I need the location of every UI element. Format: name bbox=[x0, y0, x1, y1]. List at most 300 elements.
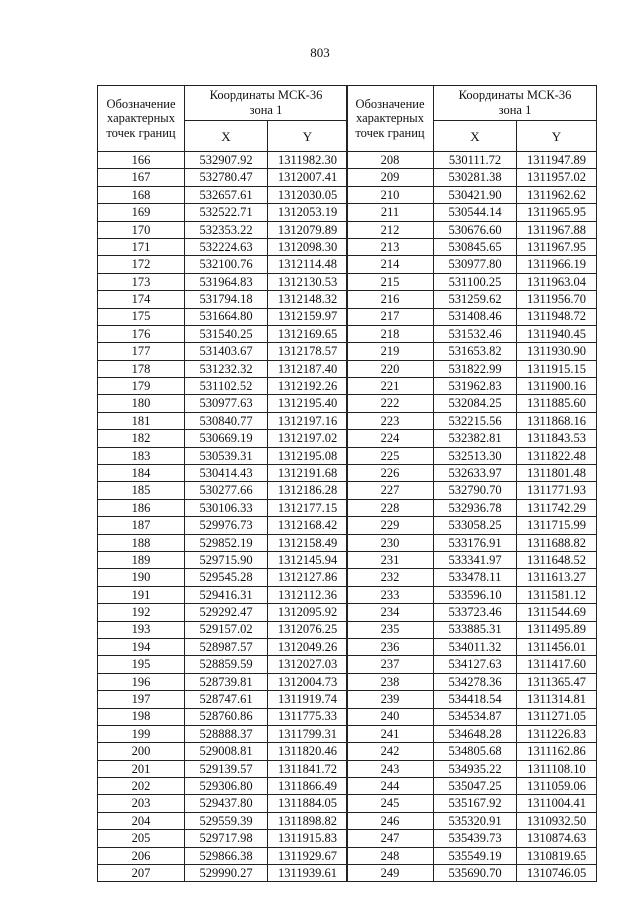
point-number-cell: 206 bbox=[98, 847, 185, 864]
x-coordinate-cell: 529852.19 bbox=[185, 534, 268, 551]
table-row bbox=[347, 673, 597, 690]
point-number-cell: 240 bbox=[347, 708, 434, 725]
x-coordinate-cell: 533176.91 bbox=[434, 534, 517, 551]
y-coordinate-cell: 1312145.94 bbox=[268, 551, 348, 568]
y-coordinate-cell: 1311162.86 bbox=[517, 743, 597, 760]
y-coordinate-cell: 1311963.04 bbox=[517, 273, 597, 290]
point-number-cell: 181 bbox=[98, 412, 185, 429]
x-coordinate-cell: 529139.57 bbox=[185, 760, 268, 777]
x-coordinate-cell: 529866.38 bbox=[185, 847, 268, 864]
table-row bbox=[98, 447, 348, 464]
y-coordinate-cell: 1312169.65 bbox=[268, 325, 348, 342]
table-row bbox=[98, 621, 348, 638]
table-row bbox=[347, 325, 597, 342]
point-number-cell: 244 bbox=[347, 778, 434, 795]
table-row bbox=[98, 847, 348, 864]
x-coordinate-cell: 531664.80 bbox=[185, 308, 268, 325]
table-row bbox=[347, 778, 597, 795]
table-row bbox=[98, 656, 348, 673]
x-coordinate-cell: 530111.72 bbox=[434, 152, 517, 169]
point-number-cell: 195 bbox=[98, 656, 185, 673]
table-row bbox=[98, 412, 348, 429]
table-row bbox=[98, 360, 348, 377]
y-coordinate-cell: 1311108.10 bbox=[517, 760, 597, 777]
x-coordinate-cell: 528739.81 bbox=[185, 673, 268, 690]
table-row bbox=[98, 204, 348, 221]
table-row bbox=[98, 152, 348, 169]
x-coordinate-cell: 535167.92 bbox=[434, 795, 517, 812]
table-row bbox=[98, 551, 348, 568]
x-coordinate-cell: 529306.80 bbox=[185, 778, 268, 795]
table-row bbox=[98, 743, 348, 760]
coordinates-title: Координаты МСК-36 bbox=[458, 88, 572, 102]
x-coordinate-cell: 531653.82 bbox=[434, 343, 517, 360]
y-coordinate-cell: 1311866.49 bbox=[268, 778, 348, 795]
x-coordinate-cell: 529976.73 bbox=[185, 517, 268, 534]
table-row bbox=[347, 760, 597, 777]
point-number-cell: 167 bbox=[98, 169, 185, 186]
x-coordinate-cell: 530106.33 bbox=[185, 499, 268, 516]
point-number-cell: 217 bbox=[347, 308, 434, 325]
y-coordinate-cell: 1311900.16 bbox=[517, 378, 597, 395]
y-coordinate-cell: 1311957.02 bbox=[517, 169, 597, 186]
y-coordinate-cell: 1312027.03 bbox=[268, 656, 348, 673]
point-number-cell: 204 bbox=[98, 812, 185, 829]
x-coordinate-cell: 529292.47 bbox=[185, 604, 268, 621]
x-coordinate-cell: 531964.83 bbox=[185, 273, 268, 290]
table-row bbox=[98, 673, 348, 690]
x-coordinate-cell: 528747.61 bbox=[185, 691, 268, 708]
y-coordinate-cell: 1312007.41 bbox=[268, 169, 348, 186]
table-row bbox=[98, 812, 348, 829]
x-coordinate-cell: 531540.25 bbox=[185, 325, 268, 342]
x-coordinate-cell: 534127.63 bbox=[434, 656, 517, 673]
x-coordinate-cell: 533885.31 bbox=[434, 621, 517, 638]
point-number-cell: 243 bbox=[347, 760, 434, 777]
y-coordinate-cell: 1311940.45 bbox=[517, 325, 597, 342]
table-row bbox=[347, 865, 597, 882]
table-row bbox=[98, 308, 348, 325]
y-coordinate-cell: 1312079.89 bbox=[268, 221, 348, 238]
point-number-cell: 189 bbox=[98, 551, 185, 568]
table-row bbox=[98, 830, 348, 847]
y-coordinate-cell: 1311947.89 bbox=[517, 152, 597, 169]
point-number-cell: 198 bbox=[98, 708, 185, 725]
x-coordinate-cell: 530281.38 bbox=[434, 169, 517, 186]
table-row bbox=[98, 708, 348, 725]
y-coordinate-cell: 1310932.50 bbox=[517, 812, 597, 829]
x-coordinate-cell: 530676.60 bbox=[434, 221, 517, 238]
y-coordinate-cell: 1311965.95 bbox=[517, 204, 597, 221]
point-header: Обозначение характерных точек границ bbox=[98, 86, 185, 152]
table-row bbox=[347, 517, 597, 534]
x-coordinate-cell: 532224.63 bbox=[185, 238, 268, 255]
y-coordinate-cell: 1311648.52 bbox=[517, 551, 597, 568]
x-coordinate-cell: 533723.46 bbox=[434, 604, 517, 621]
point-number-cell: 232 bbox=[347, 569, 434, 586]
x-coordinate-cell: 532907.92 bbox=[185, 152, 268, 169]
x-coordinate-cell: 532633.97 bbox=[434, 465, 517, 482]
x-coordinate-cell: 533341.97 bbox=[434, 551, 517, 568]
y-coordinate-cell: 1311799.31 bbox=[268, 725, 348, 742]
point-number-cell: 207 bbox=[98, 865, 185, 882]
table-row bbox=[347, 638, 597, 655]
y-coordinate-cell: 1312049.26 bbox=[268, 638, 348, 655]
y-coordinate-cell: 1311456.01 bbox=[517, 638, 597, 655]
point-number-cell: 166 bbox=[98, 152, 185, 169]
table-row bbox=[98, 569, 348, 586]
table-row bbox=[98, 256, 348, 273]
x-coordinate-cell: 530669.19 bbox=[185, 430, 268, 447]
table-row bbox=[347, 447, 597, 464]
point-number-cell: 237 bbox=[347, 656, 434, 673]
table-row bbox=[98, 534, 348, 551]
table-row bbox=[347, 691, 597, 708]
point-number-cell: 222 bbox=[347, 395, 434, 412]
y-coordinate-cell: 1311314.81 bbox=[517, 691, 597, 708]
coordinates-table-right bbox=[346, 85, 597, 882]
table-row bbox=[98, 465, 348, 482]
y-coordinate-cell: 1311948.72 bbox=[517, 308, 597, 325]
x-coordinate-cell: 529416.31 bbox=[185, 586, 268, 603]
table-row bbox=[98, 691, 348, 708]
table-row bbox=[98, 586, 348, 603]
x-coordinate-cell: 529008.81 bbox=[185, 743, 268, 760]
point-number-cell: 173 bbox=[98, 273, 185, 290]
y-coordinate-cell: 1312168.42 bbox=[268, 517, 348, 534]
page-number: 803 bbox=[310, 45, 330, 60]
point-number-cell: 174 bbox=[98, 291, 185, 308]
table-row bbox=[347, 725, 597, 742]
point-number-cell: 247 bbox=[347, 830, 434, 847]
point-number-cell: 184 bbox=[98, 465, 185, 482]
point-number-cell: 229 bbox=[347, 517, 434, 534]
table-row bbox=[347, 482, 597, 499]
table-row bbox=[98, 517, 348, 534]
y-coordinate-cell: 1312112.36 bbox=[268, 586, 348, 603]
table-row bbox=[98, 865, 348, 882]
point-number-cell: 183 bbox=[98, 447, 185, 464]
table-row bbox=[347, 621, 597, 638]
coordinates-title: Координаты МСК-36 bbox=[209, 88, 323, 102]
point-number-cell: 242 bbox=[347, 743, 434, 760]
point-number-cell: 210 bbox=[347, 186, 434, 203]
x-coordinate-cell: 531403.67 bbox=[185, 343, 268, 360]
point-number-cell: 168 bbox=[98, 186, 185, 203]
point-number-cell: 213 bbox=[347, 238, 434, 255]
table-row bbox=[98, 291, 348, 308]
x-coordinate-cell: 534648.28 bbox=[434, 725, 517, 742]
table-row bbox=[98, 638, 348, 655]
point-number-cell: 177 bbox=[98, 343, 185, 360]
y-coordinate-cell: 1311929.67 bbox=[268, 847, 348, 864]
point-number-cell: 178 bbox=[98, 360, 185, 377]
point-number-cell: 214 bbox=[347, 256, 434, 273]
x-coordinate-cell: 531259.62 bbox=[434, 291, 517, 308]
point-number-cell: 190 bbox=[98, 569, 185, 586]
y-coordinate-cell: 1312197.02 bbox=[268, 430, 348, 447]
table-row bbox=[347, 291, 597, 308]
table-row bbox=[98, 169, 348, 186]
point-number-cell: 208 bbox=[347, 152, 434, 169]
y-coordinate-cell: 1310874.63 bbox=[517, 830, 597, 847]
y-coordinate-cell: 1311226.83 bbox=[517, 725, 597, 742]
point-number-cell: 216 bbox=[347, 291, 434, 308]
y-coordinate-cell: 1311956.70 bbox=[517, 291, 597, 308]
y-coordinate-cell: 1311688.82 bbox=[517, 534, 597, 551]
point-number-cell: 234 bbox=[347, 604, 434, 621]
x-coordinate-cell: 529545.28 bbox=[185, 569, 268, 586]
x-coordinate-cell: 534011.32 bbox=[434, 638, 517, 655]
y-coordinate-cell: 1311885.60 bbox=[517, 395, 597, 412]
table-row bbox=[347, 551, 597, 568]
coordinates-table-left bbox=[97, 85, 348, 882]
point-number-cell: 231 bbox=[347, 551, 434, 568]
table-row bbox=[347, 847, 597, 864]
x-coordinate-cell: 528859.59 bbox=[185, 656, 268, 673]
point-number-cell: 249 bbox=[347, 865, 434, 882]
x-coordinate-cell: 535047.25 bbox=[434, 778, 517, 795]
table-row bbox=[347, 586, 597, 603]
table-row bbox=[98, 378, 348, 395]
y-coordinate-cell: 1311898.82 bbox=[268, 812, 348, 829]
point-number-cell: 209 bbox=[347, 169, 434, 186]
x-coordinate-cell: 533058.25 bbox=[434, 517, 517, 534]
coordinates-header bbox=[185, 86, 348, 121]
point-number-cell: 205 bbox=[98, 830, 185, 847]
table-row bbox=[98, 325, 348, 342]
table-row bbox=[98, 186, 348, 203]
x-coordinate-cell: 535320.91 bbox=[434, 812, 517, 829]
x-coordinate-cell: 529559.39 bbox=[185, 812, 268, 829]
y-coordinate-cell: 1312158.49 bbox=[268, 534, 348, 551]
table-row bbox=[98, 238, 348, 255]
y-coordinate-cell: 1311544.69 bbox=[517, 604, 597, 621]
table-row bbox=[347, 795, 597, 812]
point-number-cell: 191 bbox=[98, 586, 185, 603]
point-number-cell: 176 bbox=[98, 325, 185, 342]
y-header: Y bbox=[268, 121, 348, 152]
x-coordinate-cell: 532780.47 bbox=[185, 169, 268, 186]
x-coordinate-cell: 531232.32 bbox=[185, 360, 268, 377]
x-coordinate-cell: 532936.78 bbox=[434, 499, 517, 516]
x-coordinate-cell: 530539.31 bbox=[185, 447, 268, 464]
table-row bbox=[347, 256, 597, 273]
point-number-cell: 223 bbox=[347, 412, 434, 429]
table-row bbox=[347, 221, 597, 238]
y-coordinate-cell: 1312030.05 bbox=[268, 186, 348, 203]
point-number-cell: 235 bbox=[347, 621, 434, 638]
y-coordinate-cell: 1312186.28 bbox=[268, 482, 348, 499]
y-coordinate-cell: 1310746.05 bbox=[517, 865, 597, 882]
point-number-cell: 186 bbox=[98, 499, 185, 516]
y-coordinate-cell: 1311495.89 bbox=[517, 621, 597, 638]
point-number-cell: 193 bbox=[98, 621, 185, 638]
table-row bbox=[347, 465, 597, 482]
y-coordinate-cell: 1311930.90 bbox=[517, 343, 597, 360]
point-number-cell: 175 bbox=[98, 308, 185, 325]
x-coordinate-cell: 533596.10 bbox=[434, 586, 517, 603]
x-coordinate-cell: 531100.25 bbox=[434, 273, 517, 290]
x-coordinate-cell: 534534.87 bbox=[434, 708, 517, 725]
point-number-cell: 233 bbox=[347, 586, 434, 603]
y-coordinate-cell: 1312053.19 bbox=[268, 204, 348, 221]
x-coordinate-cell: 535439.73 bbox=[434, 830, 517, 847]
point-number-cell: 228 bbox=[347, 499, 434, 516]
y-coordinate-cell: 1312192.26 bbox=[268, 378, 348, 395]
y-coordinate-cell: 1311868.16 bbox=[517, 412, 597, 429]
x-coordinate-cell: 530421.90 bbox=[434, 186, 517, 203]
point-number-cell: 238 bbox=[347, 673, 434, 690]
table-row bbox=[347, 743, 597, 760]
y-coordinate-cell: 1312159.97 bbox=[268, 308, 348, 325]
x-coordinate-cell: 534278.36 bbox=[434, 673, 517, 690]
x-coordinate-cell: 530544.14 bbox=[434, 204, 517, 221]
table-row bbox=[347, 656, 597, 673]
point-number-cell: 179 bbox=[98, 378, 185, 395]
x-coordinate-cell: 529437.80 bbox=[185, 795, 268, 812]
point-number-cell: 230 bbox=[347, 534, 434, 551]
y-coordinate-cell: 1312127.86 bbox=[268, 569, 348, 586]
point-number-cell: 187 bbox=[98, 517, 185, 534]
table-row bbox=[347, 708, 597, 725]
x-coordinate-cell: 531794.18 bbox=[185, 291, 268, 308]
point-number-cell: 202 bbox=[98, 778, 185, 795]
x-coordinate-cell: 532215.56 bbox=[434, 412, 517, 429]
y-coordinate-cell: 1312195.08 bbox=[268, 447, 348, 464]
table-row bbox=[347, 186, 597, 203]
y-coordinate-cell: 1312187.40 bbox=[268, 360, 348, 377]
point-number-cell: 197 bbox=[98, 691, 185, 708]
x-coordinate-cell: 534418.54 bbox=[434, 691, 517, 708]
coordinates-zone: зона 1 bbox=[498, 103, 532, 117]
point-number-cell: 239 bbox=[347, 691, 434, 708]
table-row bbox=[98, 604, 348, 621]
x-header: X bbox=[185, 121, 268, 152]
x-coordinate-cell: 530977.63 bbox=[185, 395, 268, 412]
y-coordinate-cell: 1311742.29 bbox=[517, 499, 597, 516]
point-number-cell: 200 bbox=[98, 743, 185, 760]
y-coordinate-cell: 1312098.30 bbox=[268, 238, 348, 255]
table-row bbox=[347, 569, 597, 586]
table-row bbox=[98, 499, 348, 516]
point-number-cell: 172 bbox=[98, 256, 185, 273]
table-row bbox=[347, 812, 597, 829]
y-coordinate-cell: 1311843.53 bbox=[517, 430, 597, 447]
x-coordinate-cell: 533478.11 bbox=[434, 569, 517, 586]
y-coordinate-cell: 1312076.25 bbox=[268, 621, 348, 638]
point-number-cell: 194 bbox=[98, 638, 185, 655]
point-number-cell: 212 bbox=[347, 221, 434, 238]
table-row bbox=[347, 395, 597, 412]
point-number-cell: 169 bbox=[98, 204, 185, 221]
table-row bbox=[98, 343, 348, 360]
x-coordinate-cell: 529990.27 bbox=[185, 865, 268, 882]
table-row bbox=[347, 343, 597, 360]
table-row bbox=[347, 308, 597, 325]
x-coordinate-cell: 528888.37 bbox=[185, 725, 268, 742]
table-row bbox=[98, 221, 348, 238]
x-coordinate-cell: 532100.76 bbox=[185, 256, 268, 273]
y-coordinate-cell: 1311841.72 bbox=[268, 760, 348, 777]
x-coordinate-cell: 531962.83 bbox=[434, 378, 517, 395]
x-coordinate-cell: 532382.81 bbox=[434, 430, 517, 447]
x-coordinate-cell: 532084.25 bbox=[434, 395, 517, 412]
table-row bbox=[98, 778, 348, 795]
point-number-cell: 170 bbox=[98, 221, 185, 238]
y-coordinate-cell: 1311982.30 bbox=[268, 152, 348, 169]
point-number-cell: 245 bbox=[347, 795, 434, 812]
point-number-cell: 199 bbox=[98, 725, 185, 742]
x-coordinate-cell: 532657.61 bbox=[185, 186, 268, 203]
x-coordinate-cell: 529715.90 bbox=[185, 551, 268, 568]
y-coordinate-cell: 1311967.95 bbox=[517, 238, 597, 255]
y-coordinate-cell: 1311822.48 bbox=[517, 447, 597, 464]
point-number-cell: 203 bbox=[98, 795, 185, 812]
coordinates-zone: зона 1 bbox=[249, 103, 283, 117]
y-coordinate-cell: 1312197.16 bbox=[268, 412, 348, 429]
x-coordinate-cell: 531102.52 bbox=[185, 378, 268, 395]
table-row bbox=[347, 499, 597, 516]
point-number-cell: 220 bbox=[347, 360, 434, 377]
x-coordinate-cell: 532522.71 bbox=[185, 204, 268, 221]
x-coordinate-cell: 528987.57 bbox=[185, 638, 268, 655]
table-row bbox=[98, 273, 348, 290]
table-row bbox=[98, 760, 348, 777]
y-coordinate-cell: 1311884.05 bbox=[268, 795, 348, 812]
point-number-cell: 221 bbox=[347, 378, 434, 395]
table-row bbox=[347, 360, 597, 377]
point-number-cell: 218 bbox=[347, 325, 434, 342]
table-row bbox=[347, 238, 597, 255]
table-row bbox=[347, 604, 597, 621]
table-row bbox=[347, 273, 597, 290]
x-coordinate-cell: 531532.46 bbox=[434, 325, 517, 342]
x-coordinate-cell: 530840.77 bbox=[185, 412, 268, 429]
point-number-cell: 180 bbox=[98, 395, 185, 412]
y-coordinate-cell: 1311775.33 bbox=[268, 708, 348, 725]
y-coordinate-cell: 1312191.68 bbox=[268, 465, 348, 482]
x-coordinate-cell: 534935.22 bbox=[434, 760, 517, 777]
coordinates-header bbox=[434, 86, 597, 121]
point-number-cell: 225 bbox=[347, 447, 434, 464]
y-header: Y bbox=[517, 121, 597, 152]
point-header: Обозначение характерных точек границ bbox=[347, 86, 434, 152]
x-coordinate-cell: 529717.98 bbox=[185, 830, 268, 847]
point-number-cell: 211 bbox=[347, 204, 434, 221]
y-coordinate-cell: 1312130.53 bbox=[268, 273, 348, 290]
y-coordinate-cell: 1311581.12 bbox=[517, 586, 597, 603]
x-coordinate-cell: 535549.19 bbox=[434, 847, 517, 864]
x-coordinate-cell: 530277.66 bbox=[185, 482, 268, 499]
y-coordinate-cell: 1312004.73 bbox=[268, 673, 348, 690]
y-coordinate-cell: 1311771.93 bbox=[517, 482, 597, 499]
x-coordinate-cell: 530977.80 bbox=[434, 256, 517, 273]
y-coordinate-cell: 1312177.15 bbox=[268, 499, 348, 516]
table-row bbox=[347, 412, 597, 429]
x-coordinate-cell: 530845.65 bbox=[434, 238, 517, 255]
point-number-cell: 236 bbox=[347, 638, 434, 655]
y-coordinate-cell: 1311962.62 bbox=[517, 186, 597, 203]
point-number-cell: 226 bbox=[347, 465, 434, 482]
x-coordinate-cell: 531408.46 bbox=[434, 308, 517, 325]
point-number-cell: 227 bbox=[347, 482, 434, 499]
y-coordinate-cell: 1312148.32 bbox=[268, 291, 348, 308]
x-coordinate-cell: 532513.30 bbox=[434, 447, 517, 464]
y-coordinate-cell: 1311365.47 bbox=[517, 673, 597, 690]
table-row bbox=[98, 395, 348, 412]
table-row bbox=[347, 169, 597, 186]
